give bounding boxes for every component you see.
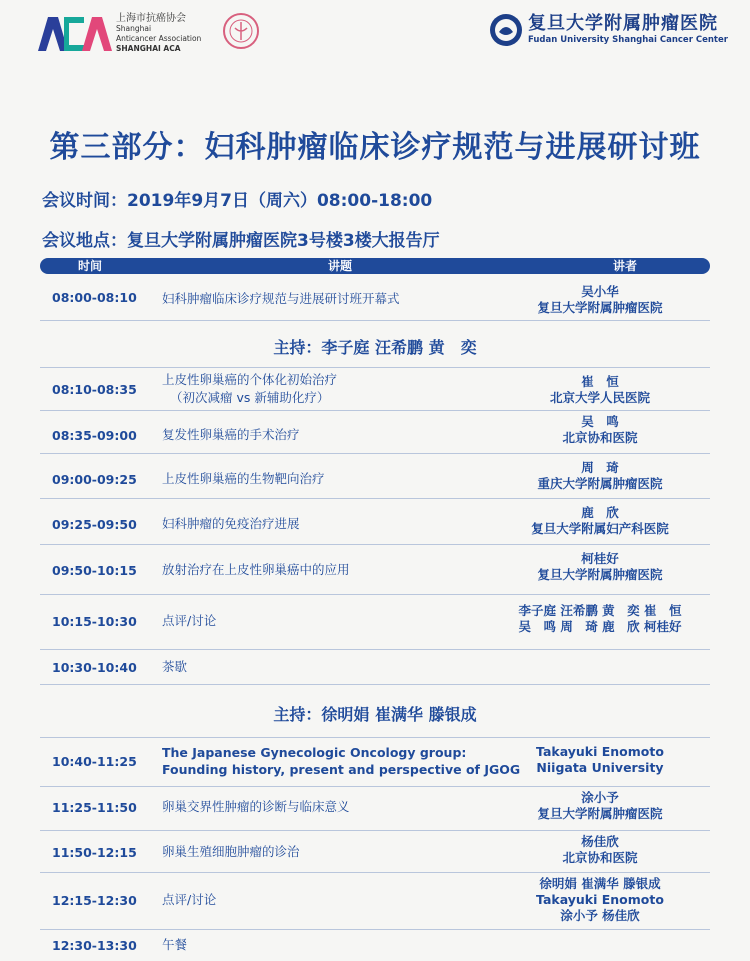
- table-row: [40, 545, 710, 595]
- speaker-affiliation: 复旦大学附属肿瘤医院: [537, 567, 663, 582]
- meeting-time: 会议时间：2019年9月7日（周六）08:00-18:00: [42, 191, 433, 211]
- aca-logo-icon: [38, 17, 112, 51]
- fudan-text: [528, 14, 728, 46]
- speaker-name: 涂小予 杨佳欣: [560, 908, 640, 923]
- header-time: 时间: [77, 259, 102, 273]
- table-row: [40, 499, 710, 545]
- row-time: 08:00-08:10: [52, 290, 137, 305]
- table-row: [40, 367, 710, 411]
- speaker-name: 吴 鸣 周 琦 鹿 欣 柯桂好: [518, 619, 682, 634]
- speaker-name: Takayuki Enomoto: [536, 892, 664, 907]
- speaker-name: 杨佳欣: [581, 834, 619, 849]
- aca-name-cn: 上海市抗癌协会: [116, 13, 186, 24]
- row-speaker: [500, 876, 700, 924]
- row-time: 09:25-09:50: [52, 517, 137, 532]
- row-topic: 点评/讨论: [162, 613, 217, 628]
- table-row: [40, 410, 710, 454]
- row-speaker: [500, 551, 700, 583]
- row-time: 08:10-08:35: [52, 382, 137, 397]
- table-row: [40, 786, 710, 831]
- row-time: 12:30-13:30: [52, 938, 137, 953]
- row-topic: 卵巢生殖细胞肿瘤的诊治: [162, 844, 300, 859]
- row-speaker: [500, 834, 700, 866]
- speaker-name: 吴 鸣: [581, 414, 619, 429]
- aca-name-en-1: Shanghai: [116, 24, 152, 33]
- topic-line-1: 上皮性卵巢癌的个体化初始治疗: [162, 372, 338, 387]
- aca-text: [116, 14, 201, 54]
- row-speaker: [500, 460, 700, 492]
- row-time: 09:50-10:15: [52, 563, 137, 578]
- topic-line-2: （初次减瘤 vs 新辅助化疗）: [170, 390, 330, 405]
- speaker-name: 柯桂好: [581, 551, 619, 566]
- row-topic: 复发性卵巢癌的手术治疗: [162, 427, 300, 442]
- row-time: 08:35-09:00: [52, 428, 137, 443]
- row-speaker: [500, 603, 700, 635]
- row-speaker: [500, 744, 700, 776]
- row-time: 11:50-12:15: [52, 845, 137, 860]
- table-row: [40, 831, 710, 873]
- row-time: 09:00-09:25: [52, 472, 137, 487]
- topic-line-2: Founding history, present and perspective of JGOG: [162, 762, 521, 777]
- header: [0, 0, 750, 60]
- speaker-name: 崔 恒: [581, 374, 619, 389]
- gyn-society-seal-icon: [222, 12, 260, 50]
- table-row: [40, 595, 710, 650]
- row-topic: 卵巢交界性肿瘤的诊断与临床意义: [162, 799, 350, 814]
- row-topic: 上皮性卵巢癌的生物靶向治疗: [162, 471, 325, 486]
- header-topic: 讲题: [327, 259, 352, 273]
- speaker-affiliation: 复旦大学附属肿瘤医院: [537, 300, 663, 315]
- speaker-name: 李子庭 汪希鹏 黄 奕 崔 恒: [518, 603, 682, 618]
- row-time: 11:25-11:50: [52, 800, 137, 815]
- row-speaker: [500, 414, 700, 446]
- topic-line-1: The Japanese Gynecologic Oncology group:: [162, 745, 467, 760]
- speaker-affiliation: 北京大学人民医院: [549, 390, 650, 405]
- table-row: [40, 276, 710, 321]
- row-topic: [162, 744, 532, 778]
- row-time: 10:30-10:40: [52, 660, 137, 675]
- page-title: 第三部分：妇科肿瘤临床诊疗规范与进展研讨班: [49, 130, 701, 165]
- table-row: [40, 930, 710, 960]
- speaker-name: 周 琦: [581, 460, 619, 475]
- table-row: [40, 454, 710, 499]
- speaker-affiliation: 北京协和医院: [562, 850, 638, 865]
- speaker-name: 涂小予: [581, 790, 619, 805]
- table-row: [40, 873, 710, 930]
- row-time: 12:15-12:30: [52, 893, 137, 908]
- row-speaker: [500, 374, 700, 406]
- speaker-name: Takayuki Enomoto: [536, 744, 664, 759]
- row-topic: 午餐: [162, 937, 188, 952]
- speaker-affiliation: Niigata University: [536, 760, 664, 775]
- aca-name-en-2: Anticancer Association: [116, 34, 202, 43]
- row-topic: 茶歇: [162, 659, 188, 674]
- session-host: 主持：徐明娟 崔满华 滕银成: [273, 705, 477, 724]
- table-header: [40, 258, 710, 274]
- fudan-emblem-icon: [488, 12, 524, 48]
- row-topic: 妇科肿瘤临床诊疗规范与进展研讨班开幕式: [162, 291, 400, 306]
- table-row: [40, 650, 710, 685]
- speaker-name: 吴小华: [581, 284, 619, 299]
- session-host: 主持：李子庭 汪希鹏 黄 奕: [273, 338, 477, 357]
- row-topic: 妇科肿瘤的免疫治疗进展: [162, 516, 300, 531]
- speaker-affiliation: 复旦大学附属妇产科医院: [531, 521, 669, 536]
- speaker-affiliation: 重庆大学附属肿瘤医院: [537, 476, 663, 491]
- row-topic: 点评/讨论: [162, 892, 217, 907]
- aca-name-en-3: SHANGHAI ACA: [116, 44, 181, 53]
- row-topic: [162, 371, 532, 407]
- row-speaker: [500, 790, 700, 822]
- row-topic: 放射治疗在上皮性卵巢癌中的应用: [162, 562, 350, 577]
- row-speaker: [500, 505, 700, 537]
- row-time: 10:40-11:25: [52, 754, 137, 769]
- hospital-name-en: Fudan University Shanghai Cancer Center: [528, 35, 728, 45]
- hospital-name-cn: 复旦大学附属肿瘤医院: [528, 13, 718, 34]
- speaker-name: 鹿 欣: [581, 505, 619, 520]
- speaker-affiliation: 北京协和医院: [562, 430, 638, 445]
- speaker-name: 徐明娟 崔满华 滕银成: [539, 876, 661, 891]
- table-row: [40, 737, 710, 787]
- meeting-place: 会议地点：复旦大学附属肿瘤医院3号楼3楼大报告厅: [42, 231, 440, 251]
- header-speaker: 讲者: [612, 259, 637, 273]
- speaker-affiliation: 复旦大学附属肿瘤医院: [537, 806, 663, 821]
- row-time: 10:15-10:30: [52, 614, 137, 629]
- row-speaker: [500, 284, 700, 316]
